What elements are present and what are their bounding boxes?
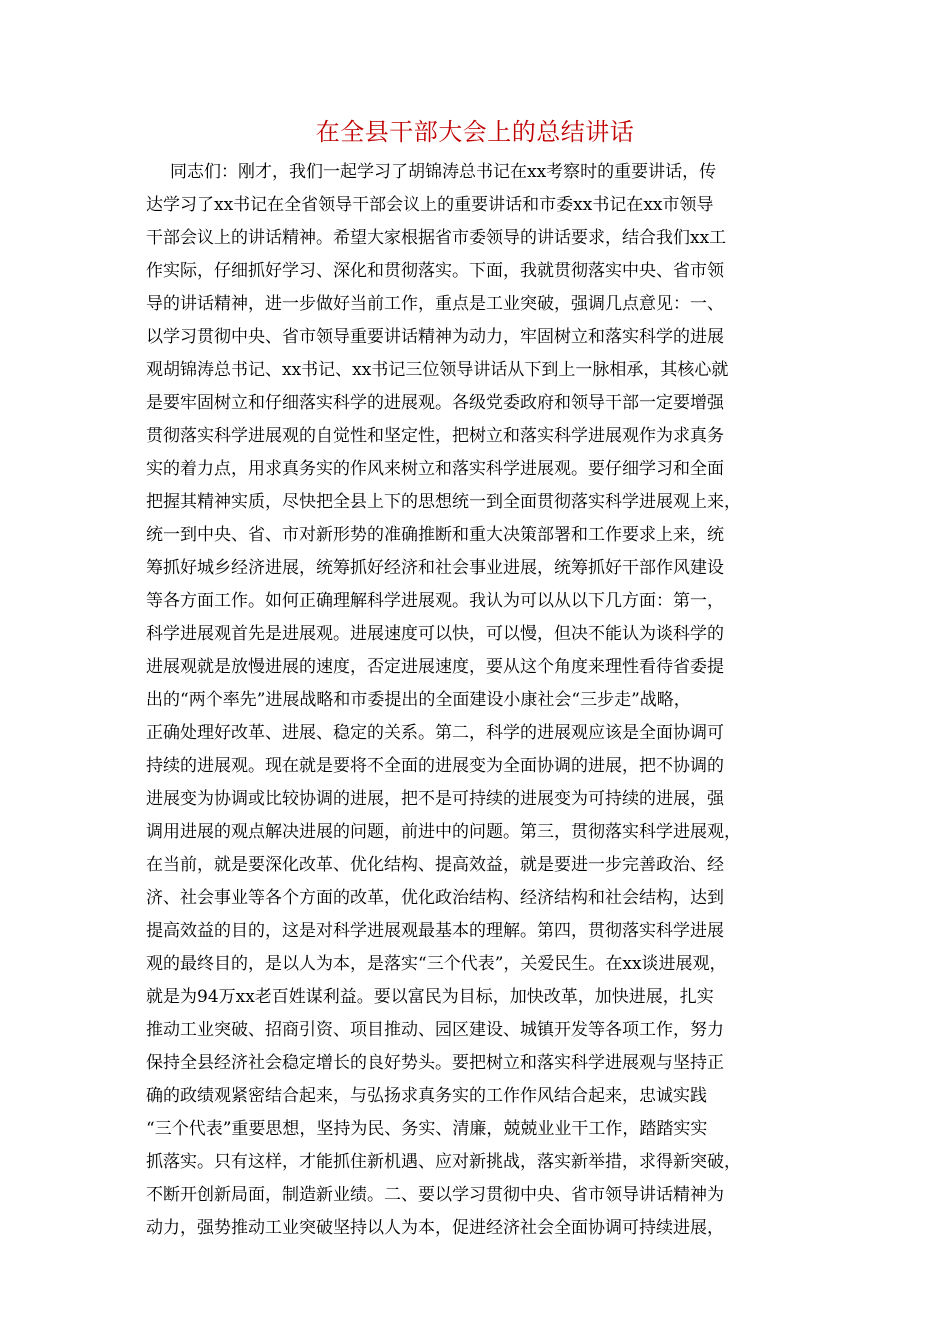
paragraph-line: 把握其精神实质，尽快把全县上下的思想统一到全面贯彻落实科学进展观上来，	[146, 492, 741, 512]
paragraph-line: 干部会议上的讲话精神。希望大家根据省市委领导的讲话要求，结合我们xx工	[146, 228, 727, 248]
paragraph-line: 统一到中央、省、市对新形势的准确推断和重大决策部署和工作要求上来，统	[146, 525, 724, 545]
paragraph-line: 出的“两个率先”进展战略和市委提出的全面建设小康社会“三步走”战略，	[146, 690, 691, 710]
paragraph-line: 筹抓好城乡经济进展，统筹抓好经济和社会事业进展，统筹抓好干部作风建设	[146, 558, 724, 578]
paragraph-line: “三个代表”重要思想，坚持为民、务实、清廉，兢兢业业干工作，踏踏实实	[146, 1119, 708, 1139]
paragraph-line: 就是为94万xx老百姓谋利益。要以富民为目标，加快改革，加快进展，扎实	[146, 987, 714, 1007]
paragraph-line: 济、社会事业等各个方面的改革，优化政治结构、经济结构和社会结构，达到	[146, 888, 724, 908]
paragraph-line: 确的政绩观紧密结合起来，与弘扬求真务实的工作作风结合起来，忠诚实践	[146, 1086, 707, 1106]
paragraph-line: 保持全县经济社会稳定增长的良好势头。要把树立和落实科学进展观与坚持正	[146, 1053, 724, 1073]
paragraph-line: 进展变为协调或比较协调的进展，把不是可持续的进展变为可持续的进展，强	[146, 789, 724, 809]
paragraph-line: 动力，强势推动工业突破坚持以人为本，促进经济社会全面协调可持续进展，	[146, 1218, 724, 1238]
paragraph-line: 观胡锦涛总书记、xx书记、xx书记三位领导讲话从下到上一脉相承，其核心就	[146, 360, 729, 380]
paragraph-line: 导的讲话精神，进一步做好当前工作，重点是工业突破，强调几点意见：一、	[146, 294, 724, 314]
paragraph-line: 观的最终目的，是以人为本，是落实“三个代表”，关爱民生。在xx谈进展观，	[146, 954, 727, 974]
paragraph-line: 不断开创新局面，制造新业绩。二、要以学习贯彻中央、省市领导讲话精神为	[146, 1185, 724, 1205]
paragraph-line: 实的着力点，用求真务实的作风来树立和落实科学进展观。要仔细学习和全面	[146, 459, 724, 479]
paragraph-line: 同志们：刚才，我们一起学习了胡锦涛总书记在xx考察时的重要讲话，传	[170, 162, 717, 182]
paragraph-line: 持续的进展观。现在就是要将不全面的进展变为全面协调的进展，把不协调的	[146, 756, 724, 776]
paragraph-line: 是要牢固树立和仔细落实科学的进展观。各级党委政府和领导干部一定要增强	[146, 393, 724, 413]
document-title: 在全县干部大会上的总结讲话	[315, 118, 635, 146]
paragraph-line: 以学习贯彻中央、省市领导重要讲话精神为动力，牢固树立和落实科学的进展	[146, 327, 724, 347]
paragraph-line: 在当前，就是要深化改革、优化结构、提高效益，就是要进一步完善政治、经	[146, 855, 724, 875]
document-body	[146, 156, 816, 1245]
paragraph-line: 正确处理好改革、进展、稳定的关系。第二，科学的进展观应该是全面协调可	[146, 723, 724, 743]
paragraph-line: 进展观就是放慢进展的速度，否定进展速度，要从这个角度来理性看待省委提	[146, 657, 724, 677]
paragraph-line: 抓落实。只有这样，才能抓住新机遇、应对新挑战，落实新举措，求得新突破，	[146, 1152, 741, 1172]
paragraph-line: 达学习了xx书记在全省领导干部会议上的重要讲话和市委xx书记在xx市领导	[146, 195, 714, 215]
paragraph-line: 作实际，仔细抓好学习、深化和贯彻落实。下面，我就贯彻落实中央、省市领	[146, 261, 724, 281]
paragraph-line: 等各方面工作。如何正确理解科学进展观。我认为可以从以下几方面：第一，	[146, 591, 724, 611]
paragraph-line: 科学进展观首先是进展观。进展速度可以快，可以慢，但决不能认为谈科学的	[146, 624, 724, 644]
paragraph-line: 贯彻落实科学进展观的自觉性和坚定性，把树立和落实科学进展观作为求真务	[146, 426, 724, 446]
paragraph-line: 提高效益的目的，这是对科学进展观最基本的理解。第四，贯彻落实科学进展	[146, 921, 724, 941]
paragraph-line: 推动工业突破、招商引资、项目推动、园区建设、城镇开发等各项工作，努力	[146, 1020, 724, 1040]
paragraph-line: 调用进展的观点解决进展的问题，前进中的问题。第三，贯彻落实科学进展观，	[146, 822, 741, 842]
